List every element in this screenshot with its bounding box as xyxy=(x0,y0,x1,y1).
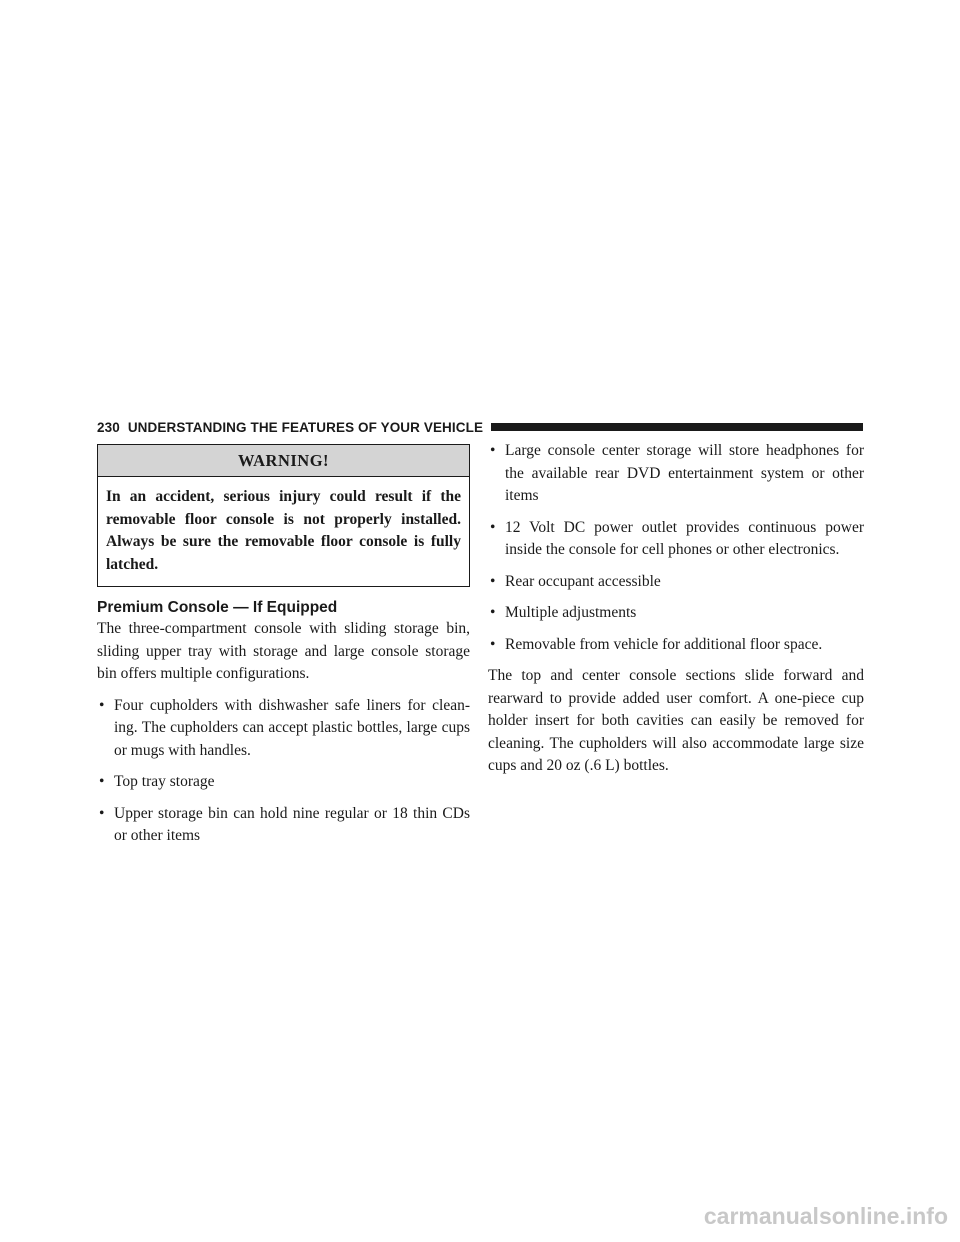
list-item xyxy=(488,602,864,625)
bullet-icon: • xyxy=(99,696,105,714)
warning-box xyxy=(97,444,470,587)
list-item xyxy=(97,803,470,848)
list-item-text: 12 Volt DC power outlet provides continuous power inside the console for cell phones or other electronics. xyxy=(505,518,864,558)
bullet-list-left xyxy=(97,695,470,848)
bullet-icon: • xyxy=(490,442,496,459)
intro-paragraph: The three-compartment console with sliding storage bin, sliding upper tray with storage and large console storage bin offers multiple configurations. xyxy=(97,620,470,682)
bullet-icon: • xyxy=(99,773,105,790)
bullet-icon: • xyxy=(490,635,496,653)
list-item-text: Top tray storage xyxy=(114,773,215,790)
closing-paragraph: The top and center console sections slide forward and rearward to provide added user comfort. A one-piece cup holder insert for both cavities can easily be removed for cleaning. The cupholders will also accommodate large size cups and 20 oz (.6 L) bottles. xyxy=(488,667,864,774)
running-header xyxy=(97,417,863,437)
list-item xyxy=(97,695,470,763)
section-heading: Premium Console — If Equipped xyxy=(97,599,338,616)
bullet-icon: • xyxy=(490,518,496,536)
list-item-text: Four cupholders with dishwasher safe liners for clean-ing. The cupholders can accept plastic bottles, large cups or mugs with handles. xyxy=(114,696,470,759)
bullet-icon: • xyxy=(99,804,105,822)
list-item xyxy=(488,440,864,508)
list-item-text: Upper storage bin can hold nine regular or 18 thin CDs or other items xyxy=(114,804,470,844)
warning-text: In an accident, serious injury could result if the removable floor console is not properly installed. Always be sure the removable floor console is fully latched. xyxy=(106,488,461,573)
bullet-list-right xyxy=(488,440,864,656)
list-item xyxy=(488,517,864,562)
list-item-text: Removable from vehicle for additional floor space. xyxy=(505,635,823,653)
list-item xyxy=(488,634,864,657)
list-item-text: Large console center storage will store headphones for the available rear DVD entertainment system or other items xyxy=(505,442,864,504)
warning-title: WARNING! xyxy=(98,445,469,477)
left-column xyxy=(97,444,470,848)
chapter-title: UNDERSTANDING THE FEATURES OF YOUR VEHICLE xyxy=(127,419,484,435)
list-item-text: Multiple adjustments xyxy=(505,604,637,621)
header-rule xyxy=(491,423,863,431)
bullet-icon: • xyxy=(490,604,496,621)
page-number: 230 xyxy=(97,419,120,435)
list-item xyxy=(488,571,864,594)
watermark: carmanualsonline.info xyxy=(703,1203,948,1229)
list-item xyxy=(97,771,470,794)
right-column xyxy=(488,440,864,778)
list-item-text: Rear occupant accessible xyxy=(505,572,661,590)
bullet-icon: • xyxy=(490,572,496,590)
